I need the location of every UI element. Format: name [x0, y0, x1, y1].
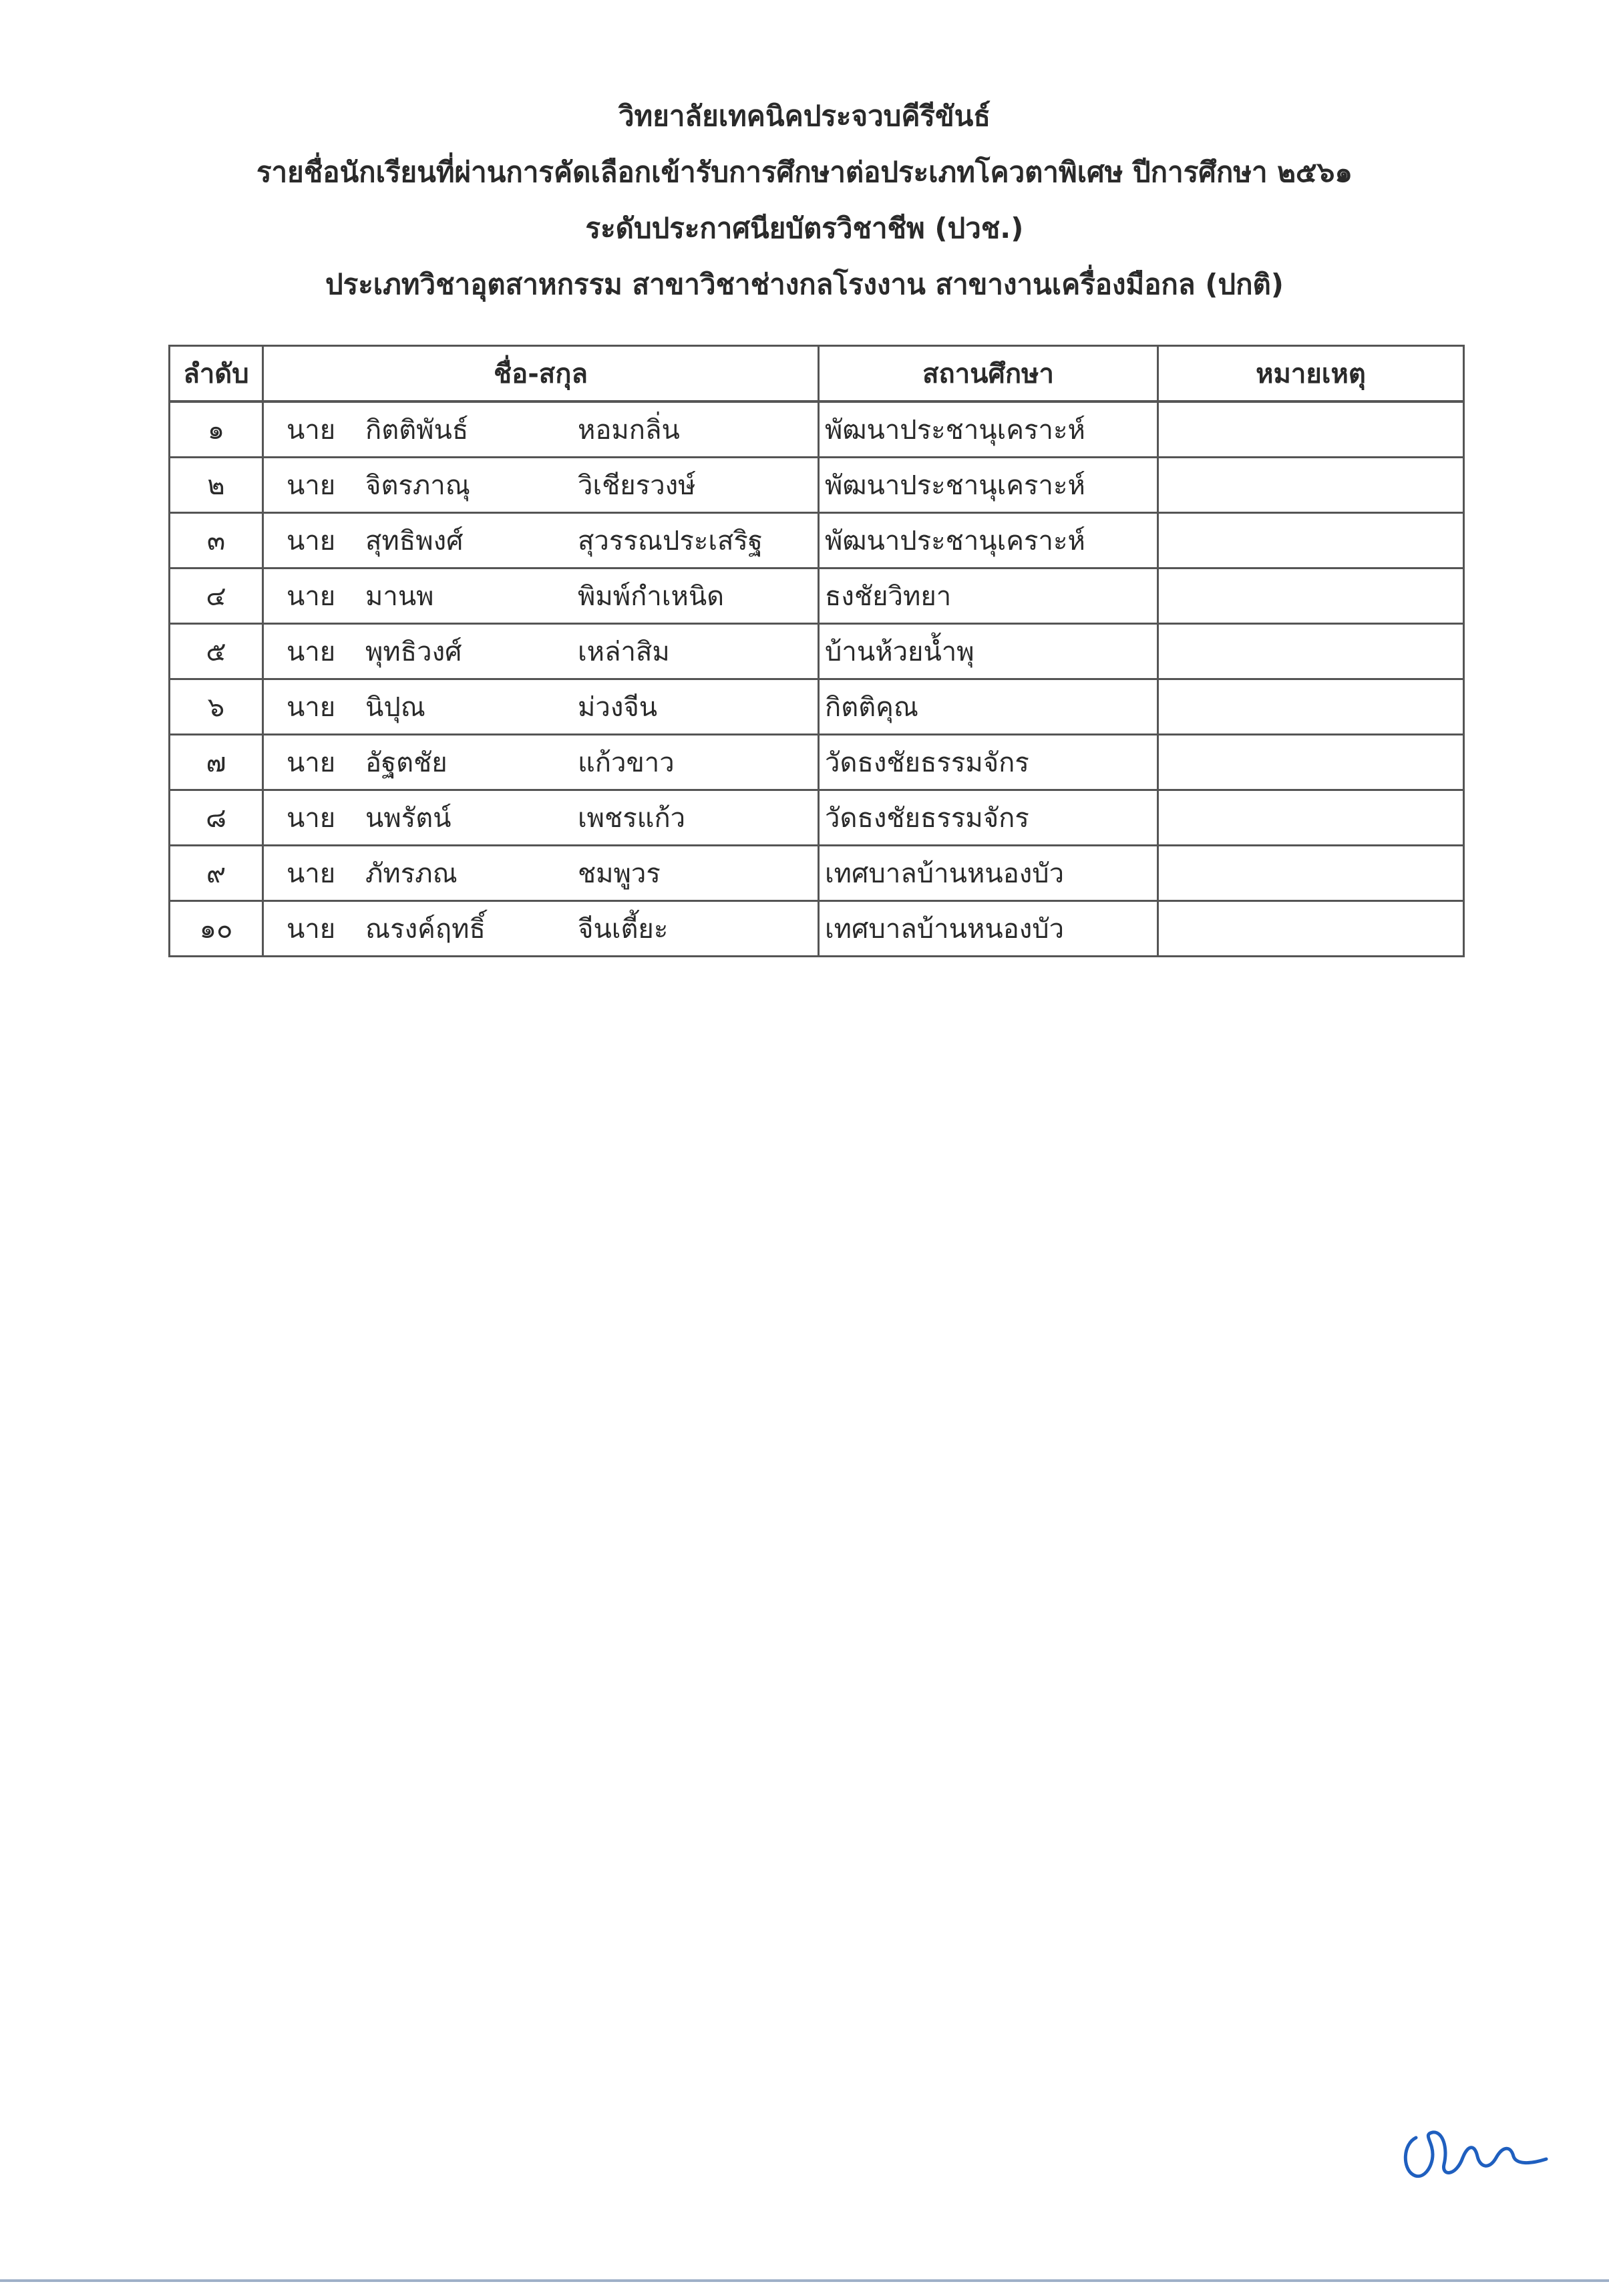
- first-name: พุทธิวงศ์: [365, 637, 462, 667]
- note-cell: [1158, 901, 1464, 957]
- student-name: [263, 901, 819, 957]
- document-title: รายชื่อนักเรียนที่ผ่านการคัดเลือกเข้ารับการศึกษาต่อประเภทโควตาพิเศษ ปีการศึกษา ๒๕๖๑: [256, 156, 1353, 188]
- table-row: [170, 901, 1464, 957]
- last-name: จีนเตี้ยะ: [578, 914, 669, 945]
- school-name: พัฒนาประชานุเคราะห์: [819, 458, 1158, 513]
- first-name: กิตติพันธ์: [365, 415, 469, 446]
- table-row: [170, 624, 1464, 679]
- last-name: สุวรรณประเสริฐ: [578, 526, 763, 556]
- student-name: [263, 735, 819, 790]
- first-name: นพรัตน์: [365, 803, 452, 834]
- name-prefix: นาย: [287, 415, 336, 446]
- last-name: ชมพูวร: [578, 858, 661, 889]
- student-table: [168, 345, 1465, 957]
- student-name: [263, 458, 819, 513]
- last-name: เพชรแก้ว: [578, 803, 686, 834]
- row-number: ๙: [170, 846, 263, 901]
- row-number: ๑๐: [170, 901, 263, 957]
- name-prefix: นาย: [287, 692, 336, 723]
- table-row: [170, 513, 1464, 568]
- note-cell: [1158, 568, 1464, 624]
- note-cell: [1158, 679, 1464, 735]
- table-row: [170, 846, 1464, 901]
- program-line: ประเภทวิชาอุตสาหกรรม สาขาวิชาช่างกลโรงงาน สาขางานเครื่องมือกล (ปกติ): [325, 268, 1284, 301]
- student-name: [263, 679, 819, 735]
- last-name: เหล่าสิม: [578, 637, 670, 667]
- name-prefix: นาย: [287, 526, 336, 556]
- student-name: [263, 624, 819, 679]
- table-row: [170, 790, 1464, 846]
- first-name: จิตรภาณุ: [365, 470, 470, 501]
- row-number: ๒: [170, 458, 263, 513]
- last-name: พิมพ์กำเหนิด: [578, 581, 725, 612]
- table-row: [170, 735, 1464, 790]
- student-name: [263, 513, 819, 568]
- last-name: หอมกลิ่น: [578, 415, 680, 446]
- school-name: วัดธงชัยธรรมจักร: [819, 735, 1158, 790]
- school-name: เทศบาลบ้านหนองบัว: [819, 901, 1158, 957]
- note-cell: [1158, 624, 1464, 679]
- row-number: ๗: [170, 735, 263, 790]
- name-prefix: นาย: [287, 914, 336, 945]
- table-row: [170, 679, 1464, 735]
- school-name: พัฒนาประชานุเคราะห์: [819, 401, 1158, 458]
- first-name: ณรงค์ฤทธิ์: [365, 914, 486, 945]
- student-name: [263, 790, 819, 846]
- school-name: กิตติคุณ: [819, 679, 1158, 735]
- note-cell: [1158, 513, 1464, 568]
- level-line: ระดับประกาศนียบัตรวิชาชีพ (ปวช.): [585, 212, 1024, 244]
- student-name: [263, 401, 819, 458]
- student-name: [263, 568, 819, 624]
- signature-stroke: [1405, 2132, 1546, 2176]
- name-prefix: นาย: [287, 748, 336, 778]
- student-name: [263, 846, 819, 901]
- column-header-note: หมายเหตุ: [1158, 346, 1464, 402]
- table-row: [170, 458, 1464, 513]
- last-name: ม่วงจีน: [578, 692, 658, 723]
- note-cell: [1158, 735, 1464, 790]
- first-name: สุทธิพงศ์: [365, 526, 464, 556]
- column-header-name: ชื่อ-สกุล: [263, 346, 819, 402]
- first-name: นิปุณ: [365, 692, 425, 723]
- name-prefix: นาย: [287, 581, 336, 612]
- note-cell: [1158, 401, 1464, 458]
- table-row: [170, 568, 1464, 624]
- row-number: ๘: [170, 790, 263, 846]
- row-number: ๔: [170, 568, 263, 624]
- first-name: มานพ: [365, 581, 434, 612]
- row-number: ๓: [170, 513, 263, 568]
- column-header-no: ลำดับ: [170, 346, 263, 402]
- last-name: วิเชียรวงษ์: [578, 470, 696, 501]
- table-row: [170, 401, 1464, 458]
- name-prefix: นาย: [287, 470, 336, 501]
- name-prefix: นาย: [287, 858, 336, 889]
- college-name: วิทยาลัยเทคนิคประจวบคีรีขันธ์: [618, 100, 991, 132]
- note-cell: [1158, 458, 1464, 513]
- school-name: ธงชัยวิทยา: [819, 568, 1158, 624]
- school-name: เทศบาลบ้านหนองบัว: [819, 846, 1158, 901]
- name-prefix: นาย: [287, 803, 336, 834]
- page-bottom-rule: [0, 2279, 1609, 2282]
- table-header-row: [170, 346, 1464, 402]
- first-name: อัฐตชัย: [365, 748, 448, 778]
- first-name: ภัทรภณ: [365, 858, 458, 889]
- signature: [1396, 2118, 1556, 2191]
- note-cell: [1158, 790, 1464, 846]
- name-prefix: นาย: [287, 637, 336, 667]
- column-header-school: สถานศึกษา: [819, 346, 1158, 402]
- school-name: บ้านห้วยน้ำพุ: [819, 624, 1158, 679]
- school-name: วัดธงชัยธรรมจักร: [819, 790, 1158, 846]
- document-header: [0, 88, 1609, 313]
- school-name: พัฒนาประชานุเคราะห์: [819, 513, 1158, 568]
- note-cell: [1158, 846, 1464, 901]
- last-name: แก้วขาว: [578, 748, 675, 778]
- row-number: ๕: [170, 624, 263, 679]
- table-body: [170, 401, 1464, 957]
- row-number: ๖: [170, 679, 263, 735]
- row-number: ๑: [170, 401, 263, 458]
